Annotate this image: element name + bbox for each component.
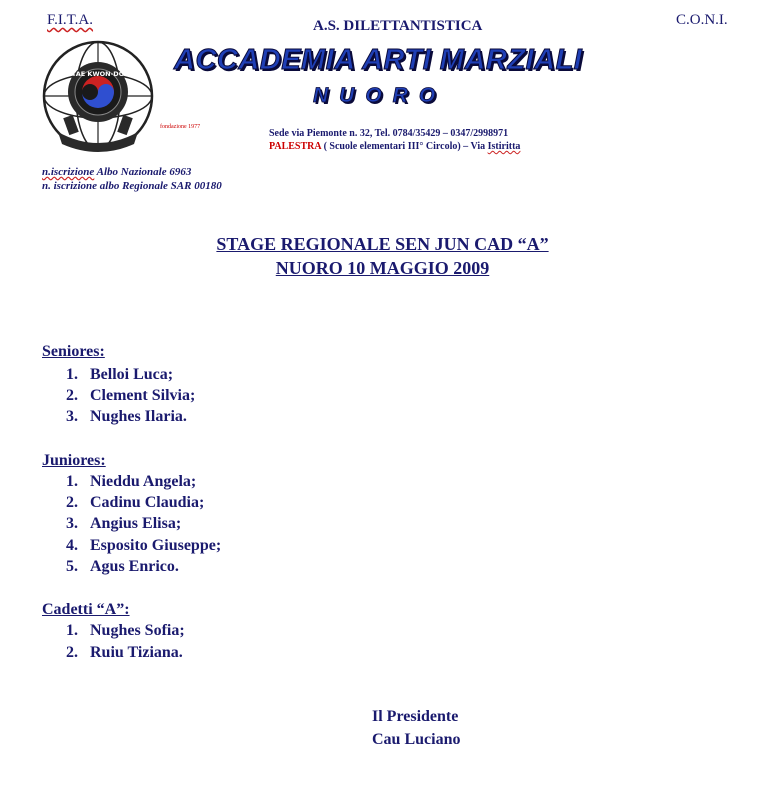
list-item: 1. Nieddu Angela; (66, 473, 197, 490)
national-registration-number: Albo Nazionale 6963 (94, 166, 192, 178)
list-item: 1. Nughes Sofia; (66, 622, 185, 639)
group-label-juniores: Juniores: (42, 452, 106, 469)
list-item: 3. Nughes Ilaria. (66, 408, 187, 425)
academy-logo-icon (38, 36, 158, 160)
coni-label: C.O.N.I. (676, 12, 728, 28)
group-label-cadetti: Cadetti “A”: (42, 601, 130, 618)
palestra-line (269, 141, 520, 152)
group-label-seniores: Seniores: (42, 343, 105, 360)
event-title: STAGE REGIONALE SEN JUN CAD “A” (216, 234, 549, 254)
palestra-detail: ( Scuole elementari III° Circolo) – Via (321, 141, 488, 152)
palestra-label: PALESTRA (269, 141, 322, 152)
national-registration (42, 166, 191, 178)
palestra-street: Istiritta (487, 141, 521, 152)
logo-text: TAE KWON-DO (71, 70, 125, 78)
address-line: Sede via Piemonte n. 32, Tel. 0784/35429 – 0347/2998971 (269, 128, 509, 139)
academy-city: NUORO (313, 84, 447, 107)
list-item: 4. Esposito Giuseppe; (66, 537, 222, 554)
national-registration-label: n.iscrizione (42, 166, 95, 178)
fita-label: F.I.T.A. (47, 12, 94, 28)
list-item: 2. Ruiu Tiziana. (66, 644, 183, 661)
event-subtitle: NUORO 10 MAGGIO 2009 (275, 258, 490, 278)
signature-role: Il Presidente (372, 708, 459, 725)
list-item: 2. Cadinu Claudia; (66, 494, 205, 511)
association-type: A.S. DILETTANTISTICA (313, 18, 483, 34)
list-item: 3. Angius Elisa; (66, 515, 182, 532)
list-item: 5. Agus Enrico. (66, 558, 179, 575)
list-item: 2. Clement Silvia; (66, 387, 196, 404)
foundation-note: fondazione 1977 (160, 124, 201, 130)
regional-registration: n. iscrizione albo Regionale SAR 00180 (42, 180, 222, 192)
academy-name: ACCADEMIA ARTI MARZIALI (174, 44, 583, 76)
signature-name: Cau Luciano (372, 731, 461, 748)
list-item: 1. Belloi Luca; (66, 366, 174, 383)
